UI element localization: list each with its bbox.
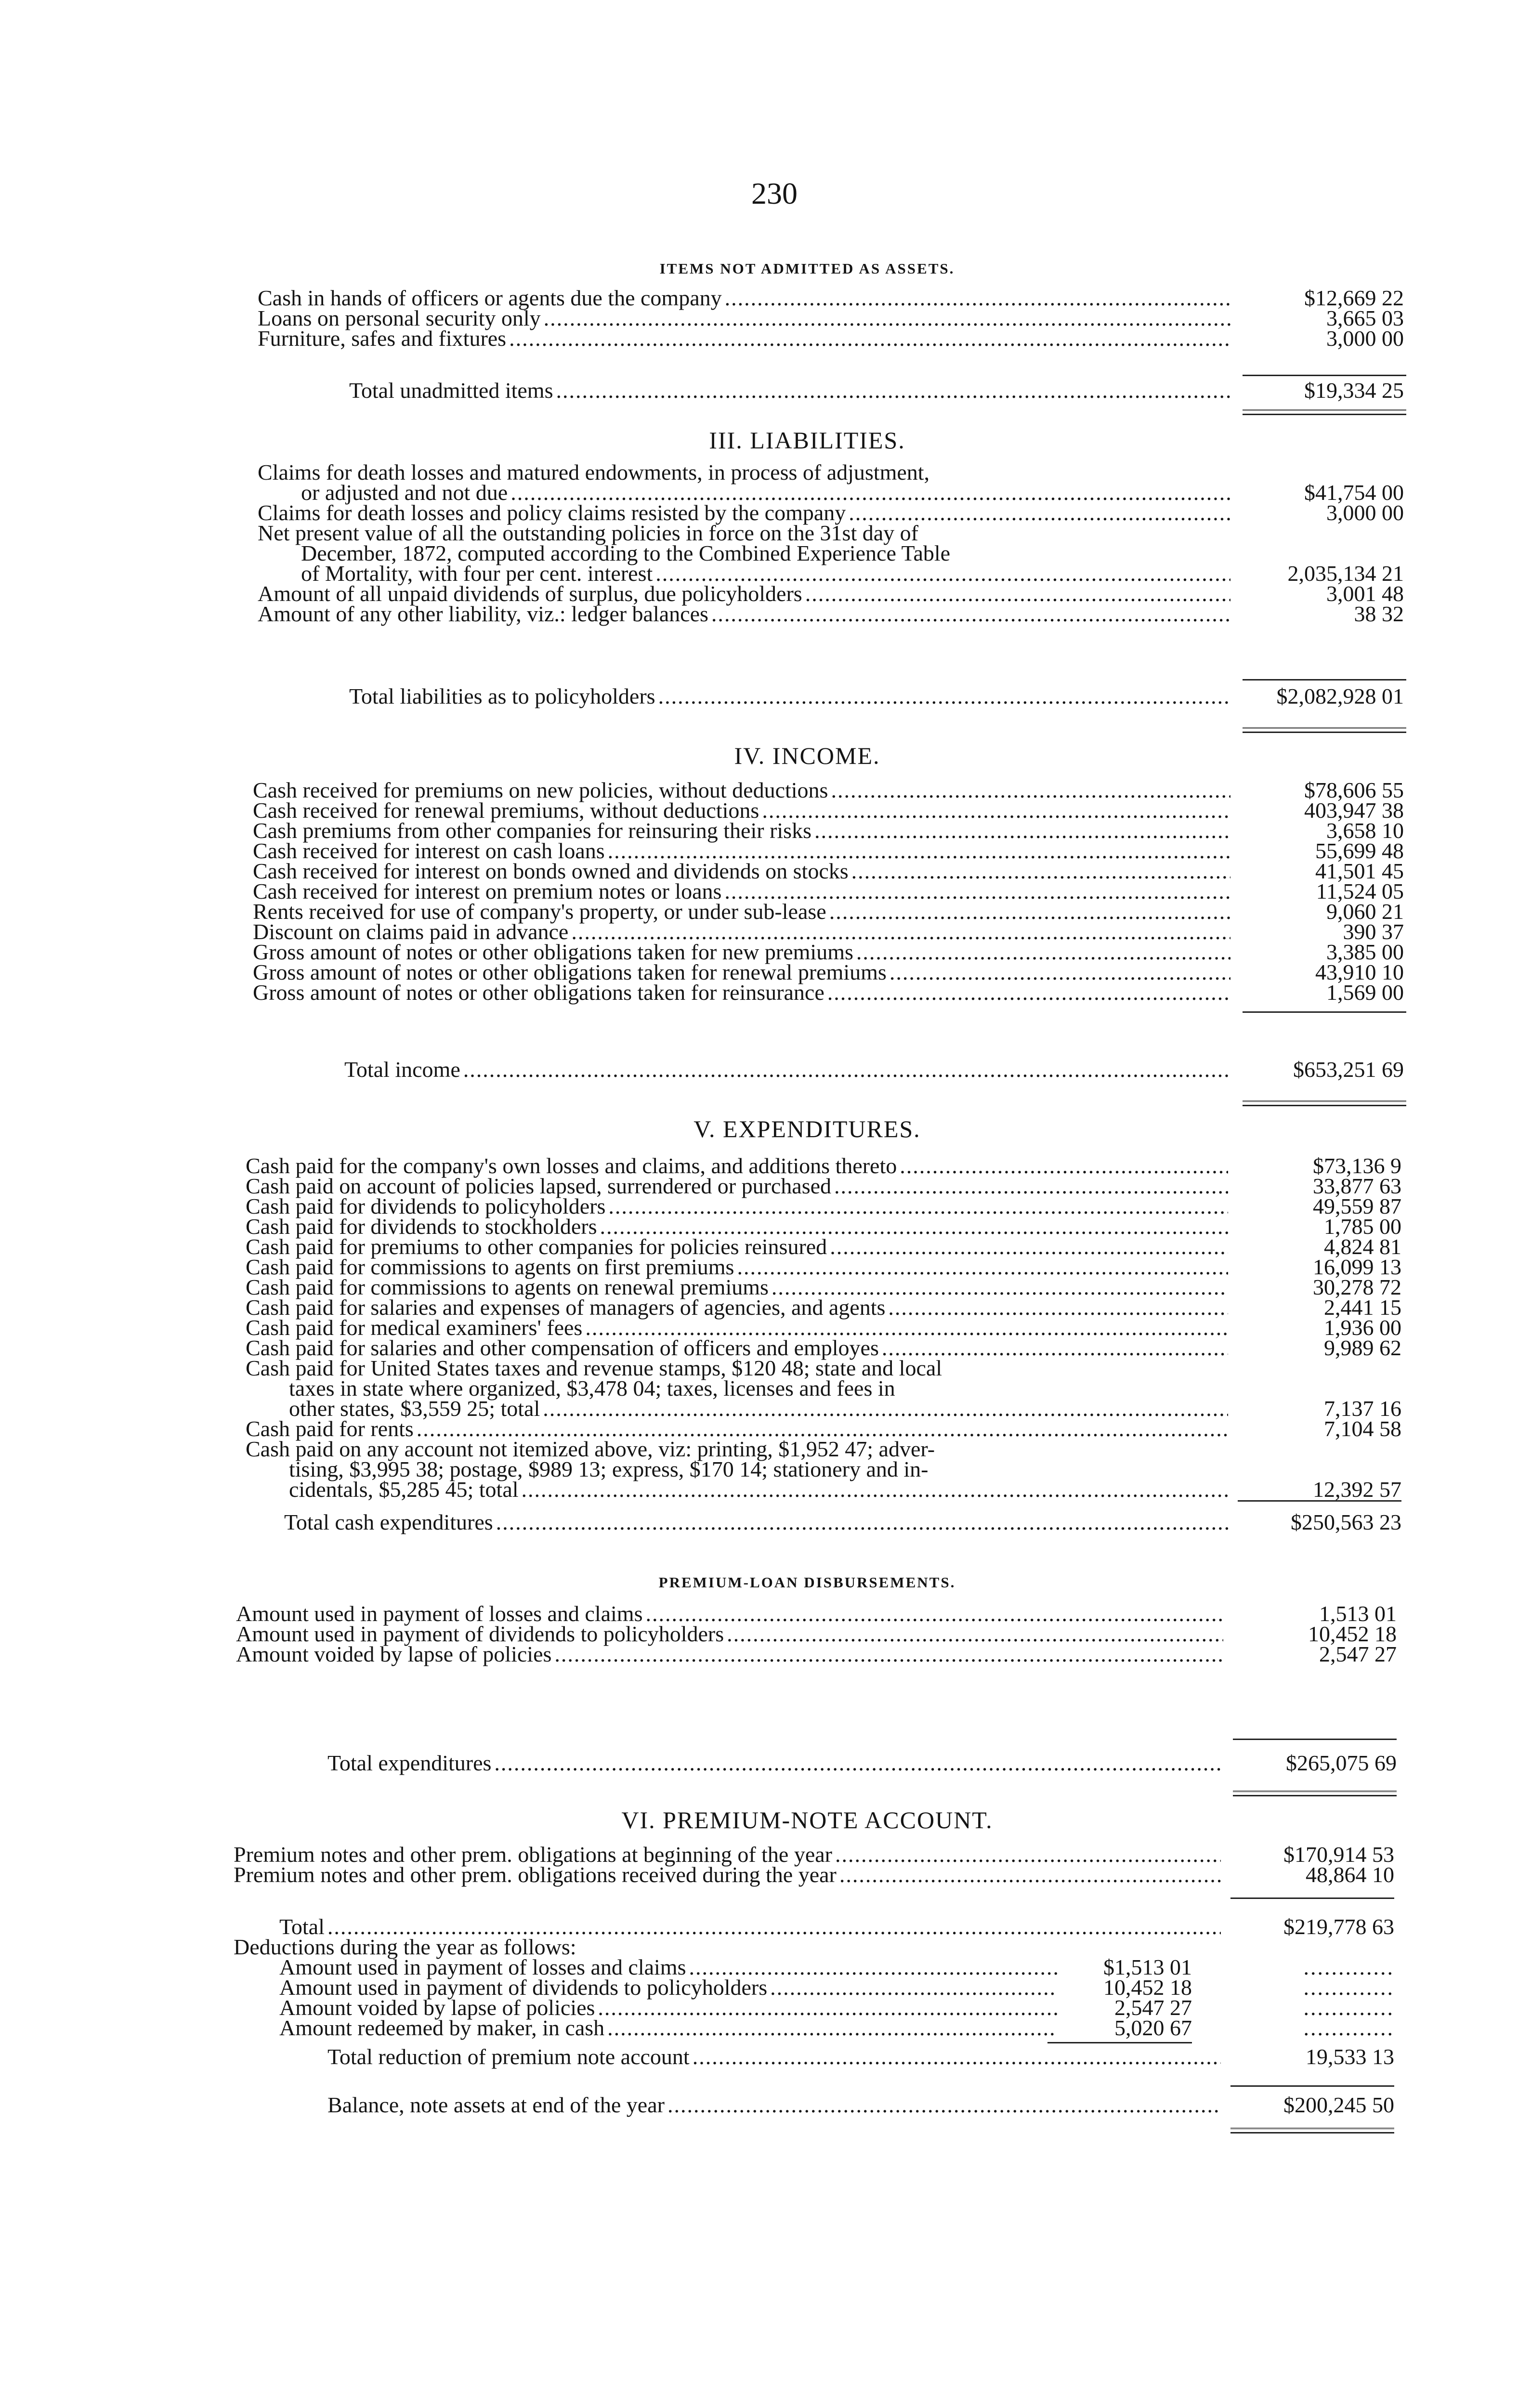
double-rule — [1243, 1100, 1406, 1106]
expenditure-row: Cash paid for salaries and other compensation of officers and employes ..... 9,989 62 — [246, 1338, 1401, 1358]
premium-note-row: Premium notes and other prem. obligations at beginning of the year ..... $170,914 53 — [234, 1845, 1394, 1865]
income-row: Cash received for premiums on new policies, without deductions ..... $78,606 55 — [253, 780, 1404, 800]
expenditures-total-cash: Total cash expenditures ..... $250,563 23 — [246, 1512, 1401, 1532]
income-row: Cash premiums from other companies for reinsuring their risks ..... 3,658 10 — [253, 821, 1404, 841]
deduction-row: Amount used in payment of dividends to policyholders ..... 10,452 18 ............. — [234, 1977, 1394, 1998]
double-rule — [1230, 2128, 1394, 2133]
page-number: 230 — [751, 176, 798, 210]
premium-loan-row: Amount voided by lapse of policies ..... 2,547 27 — [236, 1644, 1397, 1664]
rule — [1243, 1011, 1406, 1013]
heading-expenditures: V. EXPENDITURES. — [694, 1115, 921, 1142]
rule — [1243, 679, 1406, 681]
rule — [1238, 1500, 1401, 1502]
rule — [1047, 2042, 1192, 2043]
expenditure-row: taxes in state where organized, $3,478 04; taxes, licenses and fees in — [289, 1376, 895, 1400]
income-row: Cash received for interest on cash loans ..... 55,699 48 — [253, 841, 1404, 861]
expenditure-row: Cash paid for salaries and expenses of managers of agencies, and agents ..... 2,441 15 — [246, 1297, 1401, 1318]
premium-loan-row: Amount used in payment of losses and claims ..... 1,513 01 — [236, 1604, 1397, 1624]
heading-not-admitted: ITEMS NOT ADMITTED AS ASSETS. — [659, 260, 955, 277]
income-list — [253, 780, 1404, 1003]
heading-premium-note: VI. PREMIUM-NOTE ACCOUNT. — [621, 1806, 993, 1833]
expenditure-row: Cash paid for dividends to stockholders ..... 1,785 00 — [246, 1217, 1401, 1237]
double-rule — [1233, 1791, 1397, 1796]
income-row: Cash received for interest on bonds owned and dividends on stocks ..... 41,501 45 — [253, 861, 1404, 881]
expenditure-row: Cash paid for United States taxes and revenue stamps, $120 48; state and local — [246, 1356, 942, 1380]
rule — [1230, 1898, 1394, 1899]
expenditure-row: Cash paid for the company's own losses and claims, and additions thereto ..... $73,136 9 — [246, 1156, 1401, 1176]
expenditure-row: Cash paid for dividends to policyholders ..... 49,559 87 — [246, 1196, 1401, 1217]
liability-row: Amount of all unpaid dividends of surplus, due policyholders ..... 3,001 48 — [258, 584, 1404, 604]
expenditure-row: tising, $3,995 38; postage, $989 13; express, $170 14; stationery and in- — [289, 1457, 929, 1481]
liability-row: Claims for death losses and policy claims resisted by the company ..... 3,000 00 — [258, 503, 1404, 523]
expenditure-row: Cash paid for rents ..... 7,104 58 — [246, 1419, 1401, 1439]
deduction-row: Amount voided by lapse of policies ..... 2,547 27 ............. — [234, 1998, 1394, 2018]
income-row: Rents received for use of company's property, or under sub-lease ..... 9,060 21 — [253, 902, 1404, 922]
deductions-label: Deductions during the year as follows: — [234, 1935, 576, 1959]
income-row: Gross amount of notes or other obligations taken for reinsurance ..... 1,569 00 — [253, 982, 1404, 1003]
expenditure-row: Cash paid for commissions to agents on first premiums ..... 16,099 13 — [246, 1257, 1401, 1277]
premium-loan-list — [236, 1601, 1397, 1666]
not-admitted-row: Furniture, safes and fixtures ..... 3,000 00 — [258, 328, 1404, 349]
income-row: Cash received for renewal premiums, without deductions ..... 403,947 38 — [253, 800, 1404, 821]
expenditures-total: Total expenditures ..... $265,075 69 — [236, 1753, 1397, 1773]
expenditure-row: other states, $3,559 25; total ..... 7,137 16 — [246, 1399, 1401, 1419]
not-admitted-row: Loans on personal security only ..... 3,665 03 — [258, 308, 1404, 328]
deduction-row: Amount redeemed by maker, in cash ..... 5,020 67 ............. — [234, 2018, 1394, 2038]
not-admitted-total: Total unadmitted items ..... $19,334 25 — [258, 380, 1404, 401]
premium-note-list — [234, 1842, 1394, 1887]
premium-loan-row: Amount used in payment of dividends to policyholders ..... 10,452 18 — [236, 1624, 1397, 1644]
expenditure-row: Cash paid on any account not itemized above, viz: printing, $1,952 47; adver- — [246, 1437, 935, 1461]
rule — [1230, 2085, 1394, 2087]
heading-income: IV. INCOME. — [734, 742, 880, 769]
expenditure-row: Cash paid for commissions to agents on renewal premiums ..... 30,278 72 — [246, 1277, 1401, 1297]
deductions-list — [234, 1957, 1394, 2038]
total-reduction: Total reduction of premium note account ..... 19,533 13 — [234, 2047, 1394, 2067]
double-rule — [1243, 727, 1406, 733]
income-row: Cash received for interest on premium notes or loans ..... 11,524 05 — [253, 881, 1404, 902]
expenditure-row: cidentals, $5,285 45; total ..... 12,392 57 — [246, 1479, 1401, 1500]
expenditures-list — [246, 1153, 1401, 1502]
income-row: Discount on claims paid in advance ..... 390 37 — [253, 922, 1404, 942]
expenditure-row: Cash paid for premiums to other companies for policies reinsured ..... 4,824 81 — [246, 1237, 1401, 1257]
income-row: Gross amount of notes or other obligations taken for new premiums ..... 3,385 00 — [253, 942, 1404, 962]
liability-row: or adjusted and not due ..... $41,754 00 — [258, 483, 1404, 503]
liability-row: Net present value of all the outstanding policies in force on the 31st day of — [258, 521, 918, 545]
liability-row: Amount of any other liability, viz.: ledger balances ..... 38 32 — [258, 604, 1404, 624]
income-row: Gross amount of notes or other obligations taken for renewal premiums ..... 43,910 10 — [253, 962, 1404, 982]
rule — [1243, 375, 1406, 376]
expenditure-row: Cash paid for medical examiners' fees ..... 1,936 00 — [246, 1318, 1401, 1338]
not-admitted-row: Cash in hands of officers or agents due the company ..... $12,669 22 — [258, 288, 1404, 308]
liability-row: December, 1872, computed according to the Combined Experience Table — [301, 541, 951, 565]
liability-row: of Mortality, with four per cent. interest ..... 2,035,134 21 — [258, 563, 1404, 584]
liabilities-list — [258, 462, 1404, 624]
not-admitted-list — [258, 288, 1404, 349]
heading-premium-loan: PREMIUM-LOAN DISBURSEMENTS. — [658, 1574, 956, 1591]
liabilities-total: Total liabilities as to policyholders ..... $2,082,928 01 — [258, 686, 1404, 707]
deduction-row: Amount used in payment of losses and claims ..... $1,513 01 ............. — [234, 1957, 1394, 1977]
liability-row: Claims for death losses and matured endowments, in process of adjustment, — [258, 460, 930, 484]
rule — [1233, 1739, 1397, 1740]
balance: Balance, note assets at end of the year ..... $200,245 50 — [234, 2095, 1394, 2115]
double-rule — [1243, 409, 1406, 415]
income-total: Total income ..... $653,251 69 — [253, 1060, 1404, 1080]
heading-liabilities: III. LIABILITIES. — [709, 427, 905, 454]
expenditure-row: Cash paid on account of policies lapsed, surrendered or purchased ..... 33,877 63 — [246, 1176, 1401, 1196]
premium-note-total: Total ..... $219,778 63 Deductions during the year as follows: — [234, 1917, 1394, 1957]
premium-note-row: Premium notes and other prem. obligations received during the year ..... 48,864 10 — [234, 1865, 1394, 1885]
